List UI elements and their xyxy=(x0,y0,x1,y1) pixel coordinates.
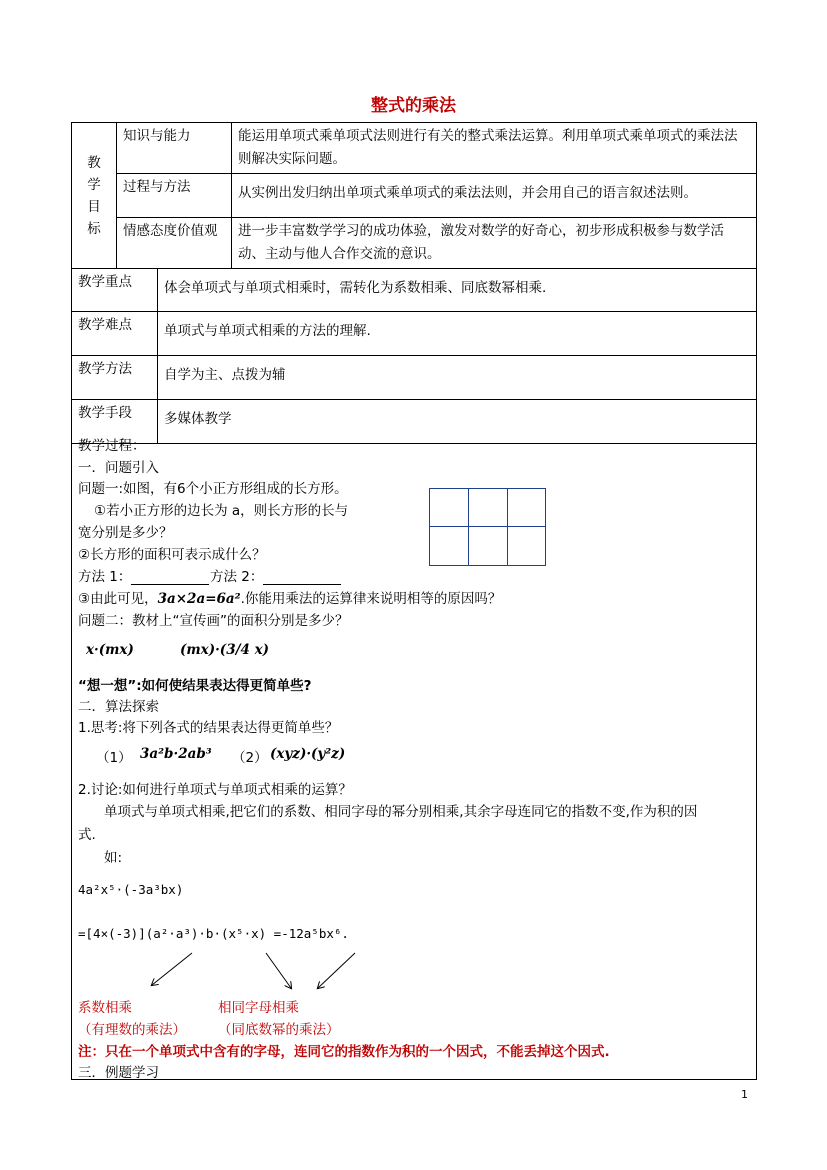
expression: 3a²b·2ab³ xyxy=(140,746,212,762)
question-text: 问题二：教材上“宣传画”的面积分别是多少？ xyxy=(78,613,349,629)
note-letters: 相同字母相乘 xyxy=(218,1000,299,1016)
rule-text: 式. xyxy=(78,827,96,843)
exercise-label: （1） xyxy=(96,750,132,766)
think-prompt: “想一想”:如何使结果表达得更简单些? xyxy=(78,678,312,694)
objective-text: 能运用单项式乘单项式法则进行有关的整式乘法运算。利用单项式乘单项式的乘法法则解决实际问题。 xyxy=(232,123,757,174)
info-text-difficulty: 单项式与单项式相乘的方法的理解. xyxy=(158,312,757,356)
note-text: 注：只在一个单项式中含有的字母，连同它的指数作为积的一个因式，不能丢掉这个因式. xyxy=(78,1044,610,1060)
example-expression: =[4×(-3)](a²·a³)·b·(x⁵·x) =-12a⁵bx⁶. xyxy=(78,926,349,941)
exercise-label: （2） xyxy=(232,750,268,766)
question-text: ②长方形的面积可表示成什么？ xyxy=(78,547,266,563)
page-number: 1 xyxy=(741,1088,748,1101)
process-heading: 教学过程： xyxy=(78,438,146,454)
info-text-method: 自学为主、点拨为辅 xyxy=(158,356,757,400)
example-expression: 4a²x⁵·(-3a³bx) xyxy=(78,882,184,897)
question-text: 宽分别是多少？ xyxy=(78,525,173,541)
method-1-line: 方法 1： xyxy=(78,565,209,585)
objective-text: 从实例出发归纳出单项式乘单项式的乘法法则，并会用自己的语言叙述法则。 xyxy=(232,174,757,218)
info-label-means: 教学手段 xyxy=(72,400,158,444)
note-coefficient-sub: （有理数的乘法） xyxy=(78,1022,186,1038)
info-text-focus: 体会单项式与单项式相乘时，需转化为系数相乘、同底数幂相乘. xyxy=(158,269,757,312)
expression: x·(mx) xyxy=(86,642,134,658)
objective-label: 过程与方法 xyxy=(117,174,232,218)
objective-text: 进一步丰富数学学习的成功体验，激发对数学的好奇心，初步形成积极参与数学活动、主动与他人合作交流的意识。 xyxy=(232,218,757,269)
question-text: 2.讨论:如何进行单项式与单项式相乘的运算？ xyxy=(78,782,352,798)
info-label-difficulty: 教学难点 xyxy=(72,312,158,356)
expression: (xyz)·(y²z) xyxy=(270,746,346,762)
section-heading: 二．算法探索 xyxy=(78,699,159,715)
note-coefficient: 系数相乘 xyxy=(78,1000,132,1016)
note-letters-sub: （同底数幂的乘法） xyxy=(218,1022,340,1038)
rule-text: 单项式与单项式相乘,把它们的系数、相同字母的幂分别相乘,其余字母连同它的指数不变,作为积的因 xyxy=(104,804,698,820)
info-label-focus: 教学重点 xyxy=(72,269,158,312)
info-label-method: 教学方法 xyxy=(72,356,158,400)
question-text: ③由此可见，3a×2a=6a².你能用乘法的运算律来说明相等的原因吗？ xyxy=(78,591,502,607)
expression: (mx)·(3/4 x) xyxy=(180,642,270,658)
info-text-means: 多媒体教学 xyxy=(158,400,757,444)
example-label: 如: xyxy=(104,850,123,866)
section-heading: 一．问题引入 xyxy=(78,460,159,476)
question-text: 问题一:如图，有6个小正方形组成的长方形。 xyxy=(78,481,348,497)
objective-label: 知识与能力 xyxy=(117,123,232,174)
page-title: 整式的乘法 xyxy=(371,96,456,116)
question-text: ①若小正方形的边长为 a，则长方形的长与 xyxy=(94,503,349,519)
section-heading: 三．例题学习 xyxy=(78,1065,159,1081)
question-text: 1.思考:将下列各式的结果表达得更简单些？ xyxy=(78,720,339,736)
objective-label: 情感态度价值观 xyxy=(117,218,232,269)
method-2-line: 方法 2： xyxy=(210,565,341,585)
objectives-group-label: 教 学 目 标 xyxy=(72,123,117,269)
